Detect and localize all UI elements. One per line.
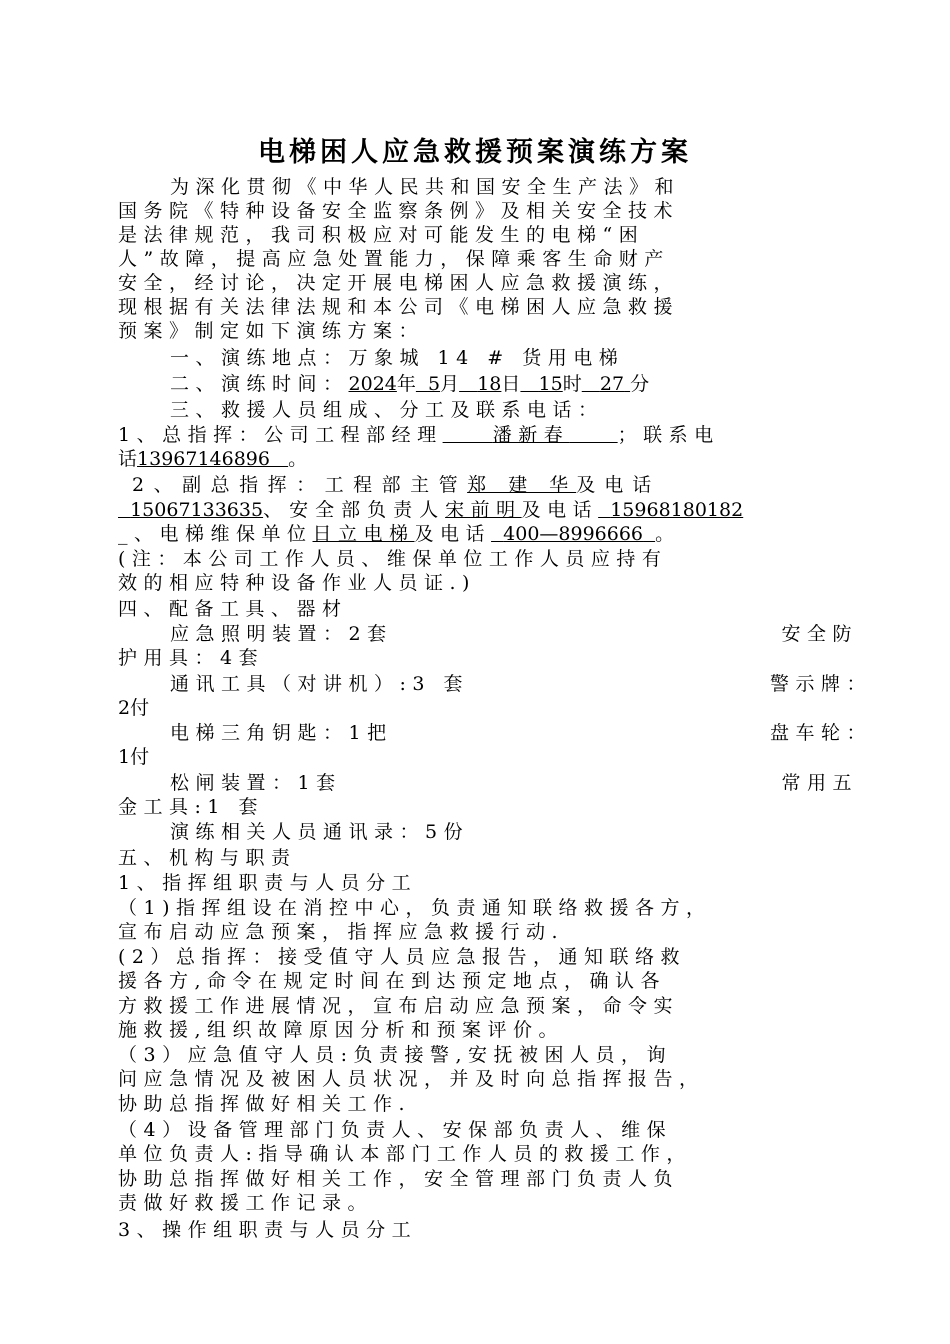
subsection-3-heading: 3、操作组职责与人员分工 [118, 1219, 418, 1241]
commander-phone-line [118, 447, 858, 471]
drill-location: 一、演练地点：万象城 14 # 货用电梯 [170, 347, 625, 369]
duty-line: 单位负责人:指导确认本部门工作人员的救援工作， [118, 1143, 692, 1165]
note-line: 效的相应特种设备作业人员证.) [118, 572, 476, 594]
intro-line: 是法律规范，我司积极应对可能发生的电梯“困 [118, 224, 645, 246]
time-hour: 15 [538, 373, 563, 395]
intro-line: 现根据有关法律法规和本公司《电梯困人应急救援 [118, 296, 680, 318]
duty-line: 施救援,组织故障原因分析和预案评价。 [118, 1019, 565, 1041]
equipment-row [118, 771, 858, 795]
time-month-unit: 月 [440, 373, 460, 395]
commander-contact-label: ；联系电 [617, 424, 720, 446]
duty-line: 援各方,命令在规定时间在到达预定地点，确认各 [118, 970, 667, 992]
equipment-item: 通讯工具（对讲机）:3 套 [170, 673, 470, 695]
duty-line: 协助总指挥做好相关工作，安全管理部门负责人负 [118, 1168, 680, 1190]
time-day-unit: 日 [501, 373, 521, 395]
intro-line: 人”故障，提高应急处置能力，保障乘客生命财产 [118, 248, 670, 270]
deputy-phone-label: 及电话 [576, 474, 661, 496]
equipment-cont: 1付 [118, 746, 150, 768]
deputy-line-3 [118, 522, 858, 546]
equipment-item: 应急照明装置：2套 [170, 623, 393, 645]
equipment-row [118, 672, 872, 696]
commander-phone: 13967146896 [137, 448, 270, 470]
duty-line: （3）应急值守人员:负责接警,安抚被困人员，询 [118, 1044, 673, 1066]
equipment-item-right: 盘车轮： [769, 722, 872, 744]
equipment-cont: 护用具：4套 [118, 647, 265, 669]
commander-name: 潘新春 [492, 424, 570, 446]
duty-line: 协助总指挥做好相关工作. [118, 1093, 412, 1115]
deputy-line-2 [118, 498, 858, 522]
maintenance-phone: 400—8996666 [503, 523, 644, 545]
equipment-cont: 2付 [118, 697, 150, 719]
time-year-unit: 年 [396, 373, 416, 395]
equipment-item-right: 警示牌： [769, 673, 872, 695]
drill-time [118, 372, 858, 396]
equipment-item: 松闸装置：1套 [170, 772, 342, 794]
section-3-heading: 三、救援人员组成、分工及联系电话： [170, 399, 604, 421]
time-minute-unit: 分 [630, 373, 650, 395]
subsection-1-heading: 1、指挥组职责与人员分工 [118, 872, 418, 894]
deputy-line [118, 473, 858, 497]
section-4-heading: 四、配备工具、器材 [118, 598, 348, 620]
deputy-label: 2、副总指挥：工程部主管 [132, 474, 468, 496]
time-label: 二、演练时间： [170, 373, 349, 395]
section-5-heading: 五、机构与职责 [118, 847, 297, 869]
commander-end: 。 [288, 448, 308, 470]
roster-line: 演练相关人员通讯录：5份 [170, 821, 470, 843]
equipment-row [118, 622, 858, 646]
maintenance-label: _、电梯维保单位 [118, 523, 313, 545]
maintenance-end: 。 [655, 523, 675, 545]
time-hour-unit: 时 [562, 373, 582, 395]
intro-line: 安全，经讨论，决定开展电梯困人应急救援演练， [118, 272, 680, 294]
maintenance-company: 日立电梯 [312, 523, 415, 545]
maintenance-phone-label: 及电话 [414, 523, 492, 545]
duty-line: 宣布启动应急预案，指挥应急救援行动. [118, 921, 565, 943]
time-month: 5 [427, 373, 441, 395]
equipment-cont: 金工具:1 套 [118, 796, 265, 818]
document-title: 电梯困人应急救援预案演练方案 [258, 137, 692, 168]
commander-label: 1、总指挥：公司工程部经理 [118, 424, 443, 446]
duty-line: 问应急情况及被困人员状况，并及时向总指挥报告， [118, 1068, 705, 1090]
safety-head-phone: 15968180182 [610, 499, 744, 521]
duty-line: 责做好救援工作记录。 [118, 1192, 374, 1214]
time-minute: 27 [599, 373, 625, 395]
equipment-item-right: 安全防 [781, 623, 858, 645]
equipment-item-right: 常用五 [781, 772, 858, 794]
safety-head-label: 、安全部负责人 [263, 499, 446, 521]
duty-line: （4）设备管理部门负责人、安保部负责人、维保 [118, 1119, 673, 1141]
time-day: 18 [477, 373, 502, 395]
deputy-name-1: 郑 建 华 [467, 474, 577, 496]
equipment-row [118, 721, 872, 745]
time-year: 2024 [348, 373, 397, 395]
equipment-item: 电梯三角钥匙：1把 [170, 722, 393, 744]
intro-line: 国务院《特种设备安全监察条例》及相关安全技术 [118, 200, 680, 222]
intro-line: 为深化贯彻《中华人民共和国安全生产法》和 [170, 176, 681, 198]
commander-line [118, 423, 858, 447]
duty-line: 方救援工作进展情况，宣布启动应急预案，命令实 [118, 995, 680, 1017]
note-line: (注：本公司工作人员、维保单位工作人员应持有 [118, 548, 668, 570]
intro-line: 预案》制定如下演练方案： [118, 320, 425, 342]
duty-line: （1)指挥组设在消控中心，负责通知联络救援各方， [118, 897, 712, 919]
safety-head-phone-label: 及电话 [521, 499, 599, 521]
commander-phone-label: 话 [118, 448, 138, 470]
deputy-phone-1: 15067133635 [130, 499, 264, 521]
duty-line: (2）总指挥：接受值守人员应急报告，通知联络救 [118, 946, 687, 968]
safety-head-name: 宋前明 [445, 499, 522, 521]
